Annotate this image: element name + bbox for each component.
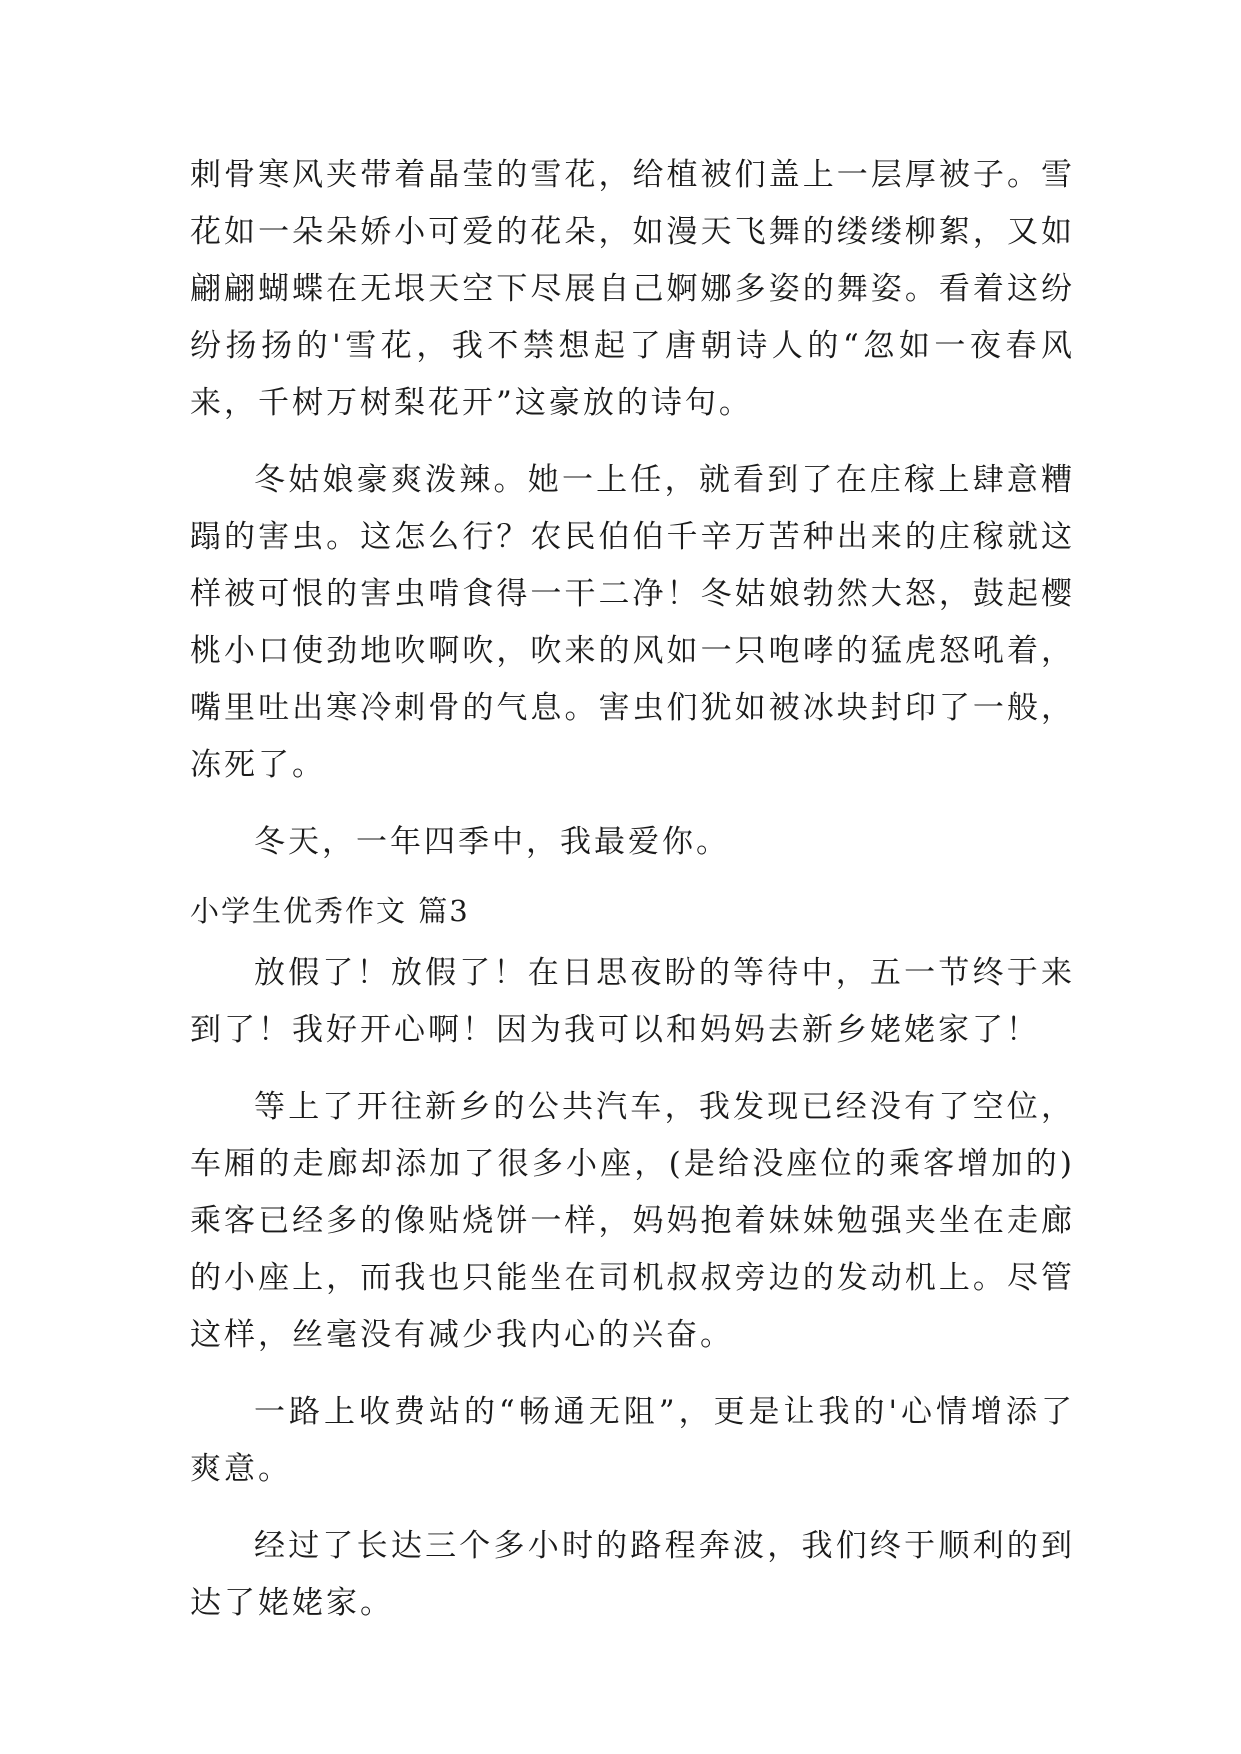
- paragraph-snow: 刺骨寒风夹带着晶莹的雪花，给植被们盖上一层厚被子。雪花如一朵朵娇小可爱的花朵，如漫天飞舞的缕缕柳絮，又如翩翩蝴蝶在无垠天空下尽展自己婀娜多姿的舞姿。看着这纷纷扬扬的'雪花，我不禁想起了唐朝诗人的“忽如一夜春风来，千树万树梨花开”这豪放的诗句。: [190, 157, 1075, 421]
- paragraph-bus: 等上了开往新乡的公共汽车，我发现已经没有了空位，车厢的走廊却添加了很多小座，(是给没座位的乘客增加的)乘客已经多的像贴烧饼一样，妈妈抱着妹妹勉强夹坐在走廊的小座上，而我也只能坐在司机叔叔旁边的发动机上。尽管这样，丝毫没有减少我内心的兴奋。: [190, 1089, 1075, 1353]
- paragraph-holiday: 放假了！放假了！在日思夜盼的等待中，五一节终于来到了！我好开心啊！因为我可以和妈妈去新乡姥姥家了！: [190, 955, 1075, 1048]
- document-page: [190, 147, 1075, 1652]
- paragraph-winter-girl: 冬姑娘豪爽泼辣。她一上任，就看到了在庄稼上肆意糟蹋的害虫。这怎么行？农民伯伯千辛万苦种出来的庄稼就这样被可恨的害虫啃食得一干二净！冬姑娘勃然大怒，鼓起樱桃小口使劲地吹啊吹，吹来的风如一只咆哮的猛虎怒吼着，嘴里吐出寒冷刺骨的气息。害虫们犹如被冰块封印了一般，冻死了。: [190, 462, 1075, 783]
- essay-heading: 小学生优秀作文 篇3: [190, 894, 470, 928]
- paragraph-love-winter: 冬天，一年四季中，我最爱你。: [254, 824, 730, 860]
- paragraph-toll: 一路上收费站的“畅通无阻”，更是让我的'心情增添了爽意。: [190, 1394, 1075, 1487]
- paragraph-arrival: 经过了长达三个多小时的路程奔波，我们终于顺利的到达了姥姥家。: [190, 1528, 1075, 1621]
